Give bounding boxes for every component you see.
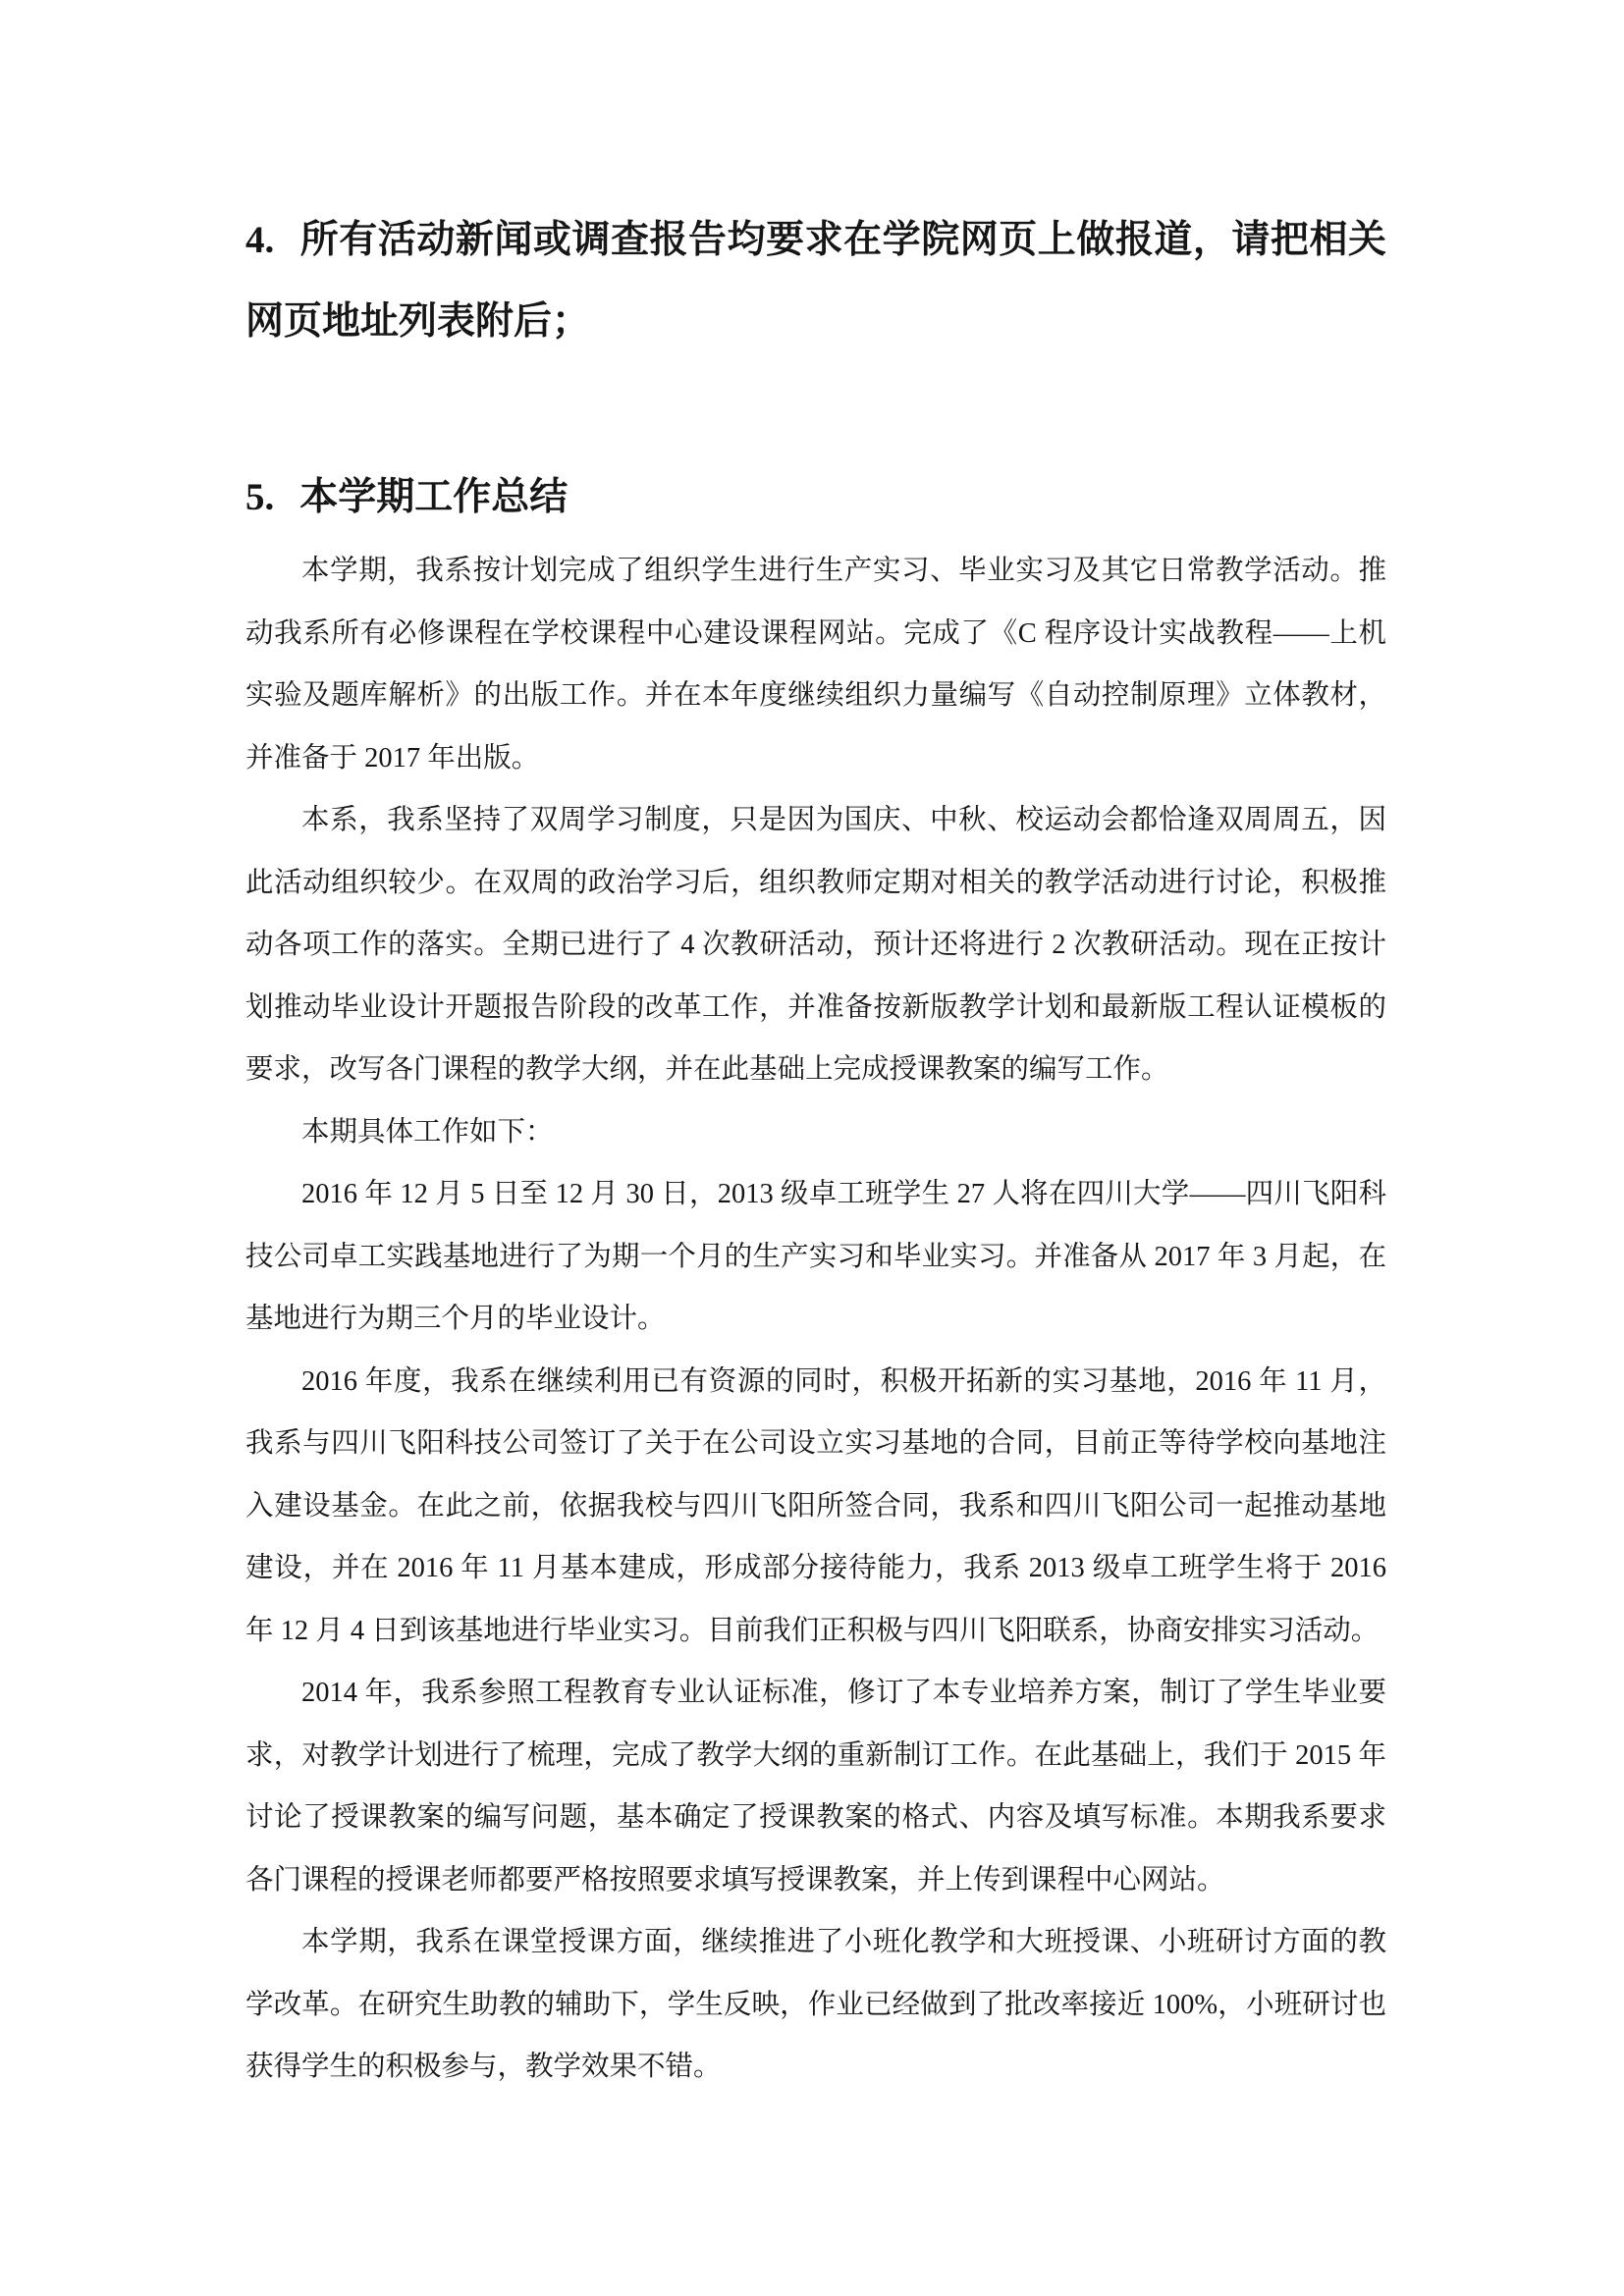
- paragraph: 本学期，我系在课堂授课方面，继续推进了小班化教学和大班授课、小班研讨方面的教学改革。在研究生助教的辅助下，学生反映，作业已经做到了批改率接近 100%，小班研讨也获得学生的积极参与，教学效果不错。: [245, 1927, 1386, 2082]
- heading-5-number: 5.: [245, 476, 275, 518]
- heading-4-number: 4.: [245, 219, 275, 261]
- paragraph: 本系，我系坚持了双周学习制度，只是因为国庆、中秋、校运动会都恰逢双周周五，因此活动组织较少。在双周的政治学习后，组织教师定期对相关的教学活动进行讨论，积极推动各项工作的落实。全期已进行了 4 次教研活动，预计还将进行 2 次教研活动。现在正按计划推动毕业设计开题报告阶段的改革工作，并准备按新版教学计划和最新版工程认证模板的要求，改写各门课程的教学大纲，并在此基础上完成授课教案的编写工作。: [245, 805, 1386, 1085]
- paragraph: 本学期，我系按计划完成了组织学生进行生产实习、毕业实习及其它日常教学活动。推动我系所有必修课程在学校课程中心建设课程网站。完成了《C 程序设计实战教程——上机实验及题库解析》的出版工作。并在本年度继续组织力量编写《自动控制原理》立体教材，并准备于 2017 年出版。: [245, 556, 1386, 774]
- paragraph: 2016 年 12 月 5 日至 12 月 30 日，2013 级卓工班学生 27 人将在四川大学——四川飞阳科技公司卓工实践基地进行了为期一个月的生产实习和毕业实习。并准备从 2017 年 3 月起，在基地进行为期三个月的毕业设计。: [245, 1179, 1386, 1334]
- paragraph: 2016 年度，我系在继续利用已有资源的同时，积极开拓新的实习基地，2016 年 11 月，我系与四川飞阳科技公司签订了关于在公司设立实习基地的合同，目前正等待学校向基地注入建设基金。在此之前，依据我校与四川飞阳所签合同，我系和四川飞阳公司一起推动基地建设，并在 2016 年 11 月基本建成，形成部分接待能力，我系 2013 级卓工班学生将于 2016 年 12 月 4 日到该基地进行毕业实习。目前我们正积极与四川飞阳联系，协商安排实习活动。: [245, 1365, 1386, 1646]
- body-paragraphs: [245, 540, 1386, 2099]
- heading-5-title: 本学期工作总结: [299, 476, 568, 518]
- heading-item-5: [245, 456, 1386, 538]
- heading-item-4: [245, 199, 1386, 362]
- paragraph: 本期具体工作如下：: [301, 1116, 554, 1148]
- paragraph: 2014 年，我系参照工程教育专业认证标准，修订了本专业培养方案，制订了学生毕业要求，对教学计划进行了梳理，完成了教学大纲的重新制订工作。在此基础上，我们于 2015 年讨论了授课教案的编写问题，基本确定了授课教案的格式、内容及填写标准。本期我系要求各门课程的授课老师都要严格按照要求填写授课教案，并上传到课程中心网站。: [245, 1678, 1386, 1896]
- heading-4-text: 所有活动新闻或调查报告均要求在学院网页上做报道，请把相关网页地址列表附后；: [245, 219, 1386, 343]
- document-content: [245, 0, 1386, 2099]
